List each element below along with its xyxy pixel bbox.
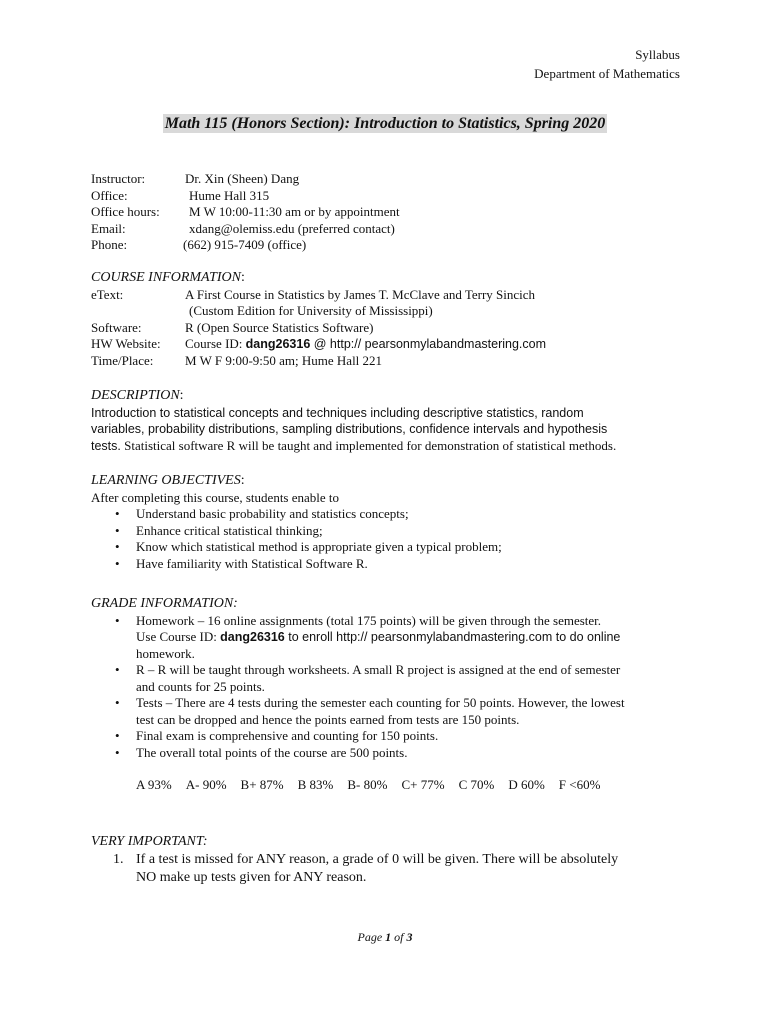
- grade-cutoff: B 83%: [297, 777, 334, 792]
- course-row-hw: [91, 336, 691, 353]
- course-row-software: [91, 320, 691, 337]
- header-syllabus: Syllabus: [635, 47, 680, 62]
- section-heading-objectives: LEARNING OBJECTIVES:: [91, 473, 245, 488]
- description-section: [91, 388, 691, 454]
- grade-cutoff: B+ 87%: [240, 777, 284, 792]
- hw-website-link[interactable]: @ http:// pearsonmylabandmastering.com: [310, 337, 547, 351]
- section-heading-course-info: COURSE INFORMATION:: [91, 270, 245, 285]
- info-value: Course ID: dang26316 @ http:// pearsonmylabandmastering.com: [185, 336, 547, 351]
- list-item: • Know which statistical method is appropriate given a typical problem;: [91, 539, 691, 556]
- grade-cutoff: D 60%: [508, 777, 545, 792]
- info-value: (Custom Edition for University of Mississippi): [189, 303, 433, 318]
- info-row-email: [91, 221, 691, 238]
- course-row-etext-2: [91, 303, 691, 320]
- description-line: Introduction to statistical concepts and techniques including descriptive statistics, random: [91, 405, 584, 420]
- section-heading-description: DESCRIPTION:: [91, 388, 184, 403]
- info-label: Office hours:: [91, 204, 160, 219]
- list-item: 1. If a test is missed for ANY reason, a grade of 0 will be given. There will be absolutely NO make up tests given for ANY reason.: [113, 852, 619, 885]
- grade-cutoff: F <60%: [558, 777, 601, 792]
- grade-cutoff: C 70%: [458, 777, 495, 792]
- list-item-total: • The overall total points of the course are 500 points.: [91, 745, 691, 762]
- info-label: Instructor:: [91, 171, 146, 186]
- list-item-r: • R – R will be taught through worksheets. A small R project is assigned at the end of semester and counts for 25 points.: [91, 662, 691, 695]
- info-value: (662) 915-7409 (office): [183, 237, 307, 252]
- info-label: Software:: [91, 319, 142, 335]
- info-label: Office:: [91, 187, 128, 203]
- page-header: [534, 47, 680, 85]
- list-item: • Enhance critical statistical thinking;: [91, 523, 691, 540]
- info-label: eText:: [91, 286, 124, 302]
- info-row-phone: [91, 237, 691, 254]
- objectives-intro: After completing this course, students enable to: [91, 489, 340, 505]
- info-label: Email:: [91, 220, 126, 236]
- grade-list: [91, 613, 691, 762]
- page-number: 1: [385, 930, 392, 944]
- course-info-section: [91, 270, 691, 369]
- grade-scale: [91, 777, 691, 794]
- info-value: M W 10:00-11:30 am or by appointment: [189, 204, 400, 219]
- info-label: HW Website:: [91, 336, 161, 351]
- info-value: Hume Hall 315: [189, 187, 270, 203]
- instructor-info: [91, 171, 691, 254]
- info-label: Time/Place:: [91, 352, 154, 368]
- enroll-link[interactable]: to enroll http:// pearsonmylabandmastering.com to do online: [284, 630, 621, 644]
- description-line: variables, probability distributions, sampling distributions, confidence intervals and hypothesis: [91, 422, 608, 436]
- page-total: 3: [406, 930, 413, 944]
- objectives-section: [91, 473, 691, 572]
- info-value: M W F 9:00-9:50 am; Hume Hall 221: [185, 352, 383, 368]
- info-label: Phone:: [91, 237, 128, 252]
- list-item: • Have familiarity with Statistical Software R.: [91, 556, 691, 573]
- grade-cutoff: A 93%: [136, 777, 172, 792]
- info-row-instructor: [91, 171, 691, 188]
- course-id-code: dang26316: [245, 337, 311, 351]
- page-footer: Page 1 of 3: [357, 930, 413, 944]
- course-id-code: dang26316: [220, 630, 285, 644]
- list-item: • Understand basic probability and statistics concepts;: [91, 506, 691, 523]
- grade-cutoff: C+ 77%: [401, 777, 445, 792]
- important-section: [91, 833, 691, 887]
- info-value: A First Course in Statistics by James T. McClave and Terry Sincich: [185, 286, 536, 302]
- important-list: [91, 851, 691, 887]
- grade-cutoff: B- 80%: [347, 777, 388, 792]
- info-row-office: [91, 188, 691, 205]
- header-department: Department of Mathematics: [534, 66, 680, 81]
- email-link[interactable]: xdang@olemiss.edu (preferred contact): [189, 220, 395, 236]
- course-row-etext: [91, 287, 691, 304]
- section-heading-grades: GRADE INFORMATION:: [91, 596, 238, 611]
- list-item-tests: • Tests – There are 4 tests during the semester each counting for 50 points. However, the lowest test can be dropped and hence the points earned from tests are 150 points.: [91, 695, 691, 728]
- grade-cutoff: A- 90%: [185, 777, 227, 792]
- description-line: tests. Statistical software R will be taught and implemented for demonstration of statistical methods.: [91, 437, 617, 453]
- info-value: Dr. Xin (Sheen) Dang: [185, 171, 300, 186]
- info-value: R (Open Source Statistics Software): [185, 319, 374, 335]
- list-item-homework: • Homework – 16 online assignments (total 175 points) will be given through the semester. Use Course ID: dang26316 to enroll http:// pearsonmylabandmastering.com to do online homework.: [91, 613, 691, 663]
- objectives-list: [91, 506, 691, 572]
- info-row-office-hours: [91, 204, 691, 221]
- course-title-text: Math 115 (Honors Section): Introduction to Statistics, Spring 2020: [164, 115, 606, 132]
- list-item-final: • Final exam is comprehensive and counting for 150 points.: [91, 728, 691, 745]
- grade-section: [91, 596, 691, 794]
- section-heading-important: VERY IMPORTANT:: [91, 834, 208, 849]
- course-title: [0, 116, 770, 133]
- course-row-time: [91, 353, 691, 370]
